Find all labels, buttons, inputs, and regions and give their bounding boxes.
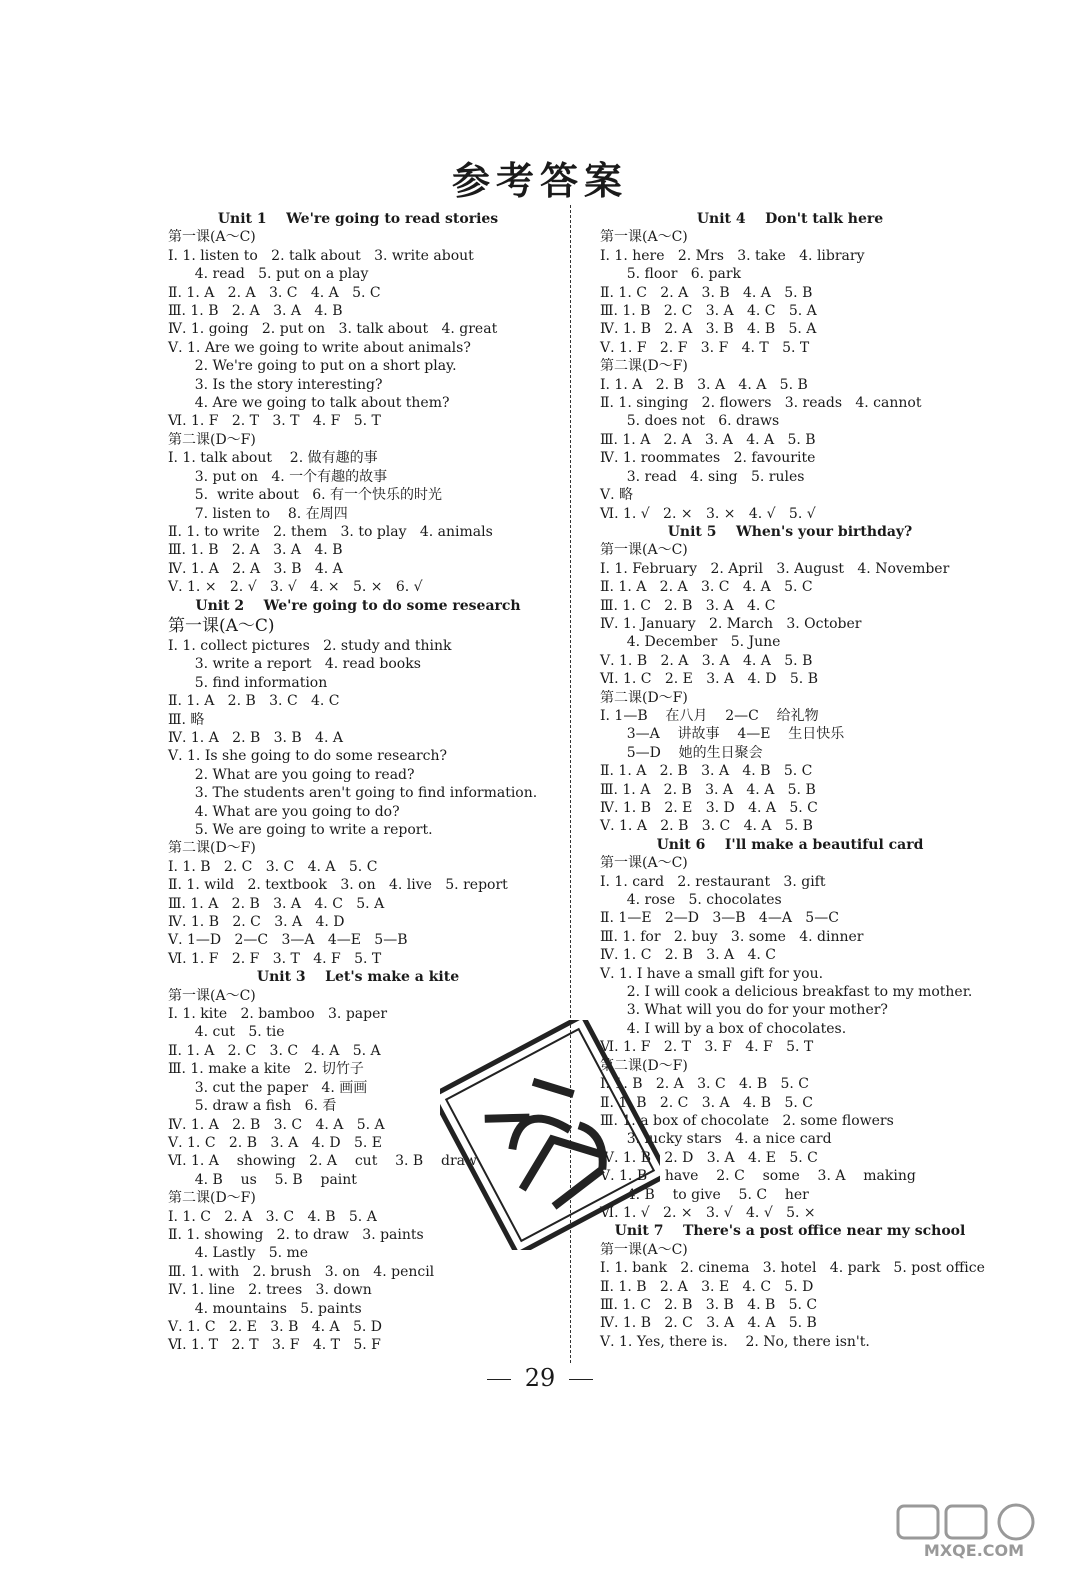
answer-line: 第一课(A～C) bbox=[600, 855, 688, 872]
answer-line: Ⅰ. 1. here 2. Mrs 3. take 4. library bbox=[600, 247, 865, 264]
answer-line: 第二课(D～F) bbox=[600, 358, 688, 375]
watermark-logo-icon bbox=[894, 1502, 1054, 1562]
answer-line: Ⅲ. 略 bbox=[168, 711, 205, 728]
unit-heading: Unit 2 We're going to do some research bbox=[195, 597, 521, 614]
answer-line: Ⅲ. 1. C 2. B 3. B 4. B 5. C bbox=[600, 1296, 818, 1313]
answer-line: Ⅰ. 1. bank 2. cinema 3. hotel 4. park 5. post office bbox=[600, 1260, 985, 1277]
svg-text:MXQE.COM: MXQE.COM bbox=[923, 1541, 1025, 1560]
answer-line: Ⅵ. 1. C 2. E 3. A 4. D 5. B bbox=[600, 671, 818, 688]
answer-line: Ⅵ. 1. √ 2. × 3. × 4. √ 5. √ bbox=[600, 505, 816, 522]
answer-line: Ⅴ. 1—D 2—C 3—A 4—E 5—B bbox=[168, 932, 408, 949]
answer-line: Ⅳ. 1. A 2. A 3. B 4. A bbox=[168, 560, 343, 577]
answer-line: Ⅰ. 1. talk about 2. 做有趣的事 bbox=[168, 450, 378, 467]
answer-line: 4. I will by a box of chocolates. bbox=[600, 1020, 847, 1037]
answer-line: Ⅳ. 1. C 2. B 3. A 4. C bbox=[600, 947, 776, 964]
answer-line: Ⅴ. 1. C 2. E 3. B 4. A 5. D bbox=[168, 1318, 383, 1335]
answer-line: Ⅳ. 1. A 2. B 3. B 4. A bbox=[168, 729, 343, 746]
answer-line: Ⅲ. 1. C 2. B 3. A 4. C bbox=[600, 597, 776, 614]
answer-line: Ⅱ. 1. A 2. B 3. C 4. C bbox=[168, 693, 340, 710]
answer-line: 4. Lastly 5. me bbox=[168, 1245, 309, 1262]
answer-line: Ⅴ. 1. B 2. A 3. A 4. A 5. B bbox=[600, 652, 813, 669]
answer-line: Ⅴ. 1. A 2. B 3. C 4. A 5. B bbox=[600, 818, 813, 835]
answer-line: Ⅵ. 1. F 2. T 3. F 4. F 5. T bbox=[600, 1039, 814, 1056]
answer-line: Ⅰ. 1—B 在八月 2—C 给礼物 bbox=[600, 707, 819, 724]
answer-line: Ⅵ. 1. F 2. T 3. T 4. F 5. T bbox=[168, 413, 381, 430]
answer-line: Ⅴ. 1. × 2. √ 3. √ 4. × 5. × 6. √ bbox=[168, 579, 423, 596]
answer-line: Ⅲ. 1. A 2. B 3. A 4. C 5. A bbox=[168, 895, 385, 912]
answer-line: 4. mountains 5. paints bbox=[168, 1300, 362, 1317]
answer-line: Ⅲ. 1. a box of chocolate 2. some flowers bbox=[600, 1112, 894, 1129]
answer-line: Ⅱ. 1—E 2—D 3—B 4—A 5—C bbox=[600, 910, 839, 927]
answer-line: Ⅰ. 1. listen to 2. talk about 3. write about bbox=[168, 247, 474, 264]
answer-line: Ⅳ. 1. B 2. D 3. A 4. E 5. C bbox=[600, 1149, 818, 1166]
answer-line: Ⅳ. 1. B 2. A 3. B 4. B 5. A bbox=[600, 321, 817, 338]
answer-line: Ⅳ. 1. going 2. put on 3. talk about 4. great bbox=[168, 321, 498, 338]
answer-line: 3. What will you do for your mother? bbox=[600, 1002, 888, 1019]
answer-line: Ⅰ. 1. collect pictures 2. study and think bbox=[168, 637, 452, 654]
answer-line: 5. does not 6. draws bbox=[600, 413, 780, 430]
answer-line: Ⅱ. 1. B 2. C 3. A 4. B 5. C bbox=[600, 1094, 813, 1111]
school-stamp-icon bbox=[440, 1020, 660, 1250]
answer-line: Ⅱ. 1. showing 2. to draw 3. paints bbox=[168, 1226, 424, 1243]
unit-heading: Unit 5 When's your birthday? bbox=[667, 523, 913, 540]
answer-line: 3. cut the paper 4. 画画 bbox=[168, 1079, 368, 1096]
answer-line: 4. cut 5. tie bbox=[168, 1024, 285, 1041]
answer-line: Ⅲ. 1. with 2. brush 3. on 4. pencil bbox=[168, 1263, 435, 1280]
answer-line: Ⅳ. 1. B 2. E 3. D 4. A 5. C bbox=[600, 800, 818, 816]
answer-line: 4. What are you going to do? bbox=[168, 803, 400, 820]
answer-line: Ⅰ. 1. February 2. April 3. August 4. November bbox=[600, 560, 950, 577]
answer-line: Ⅴ. 1. Are we going to write about animals? bbox=[168, 339, 471, 356]
answer-line: Ⅲ. 1. B 2. C 3. A 4. C 5. A bbox=[600, 303, 817, 320]
answer-line: Ⅳ. 1. January 2. March 3. October bbox=[600, 615, 862, 632]
answer-line: 3. lucky stars 4. a nice card bbox=[600, 1131, 832, 1148]
answer-line: 5. write about 6. 有一个快乐的时光 bbox=[168, 487, 443, 504]
answer-line: 5. floor 6. park bbox=[600, 266, 742, 283]
answer-line: Ⅲ. 1. for 2. buy 3. some 4. dinner bbox=[600, 928, 864, 945]
answer-line: 4. December 5. June bbox=[600, 634, 781, 651]
answer-line: Ⅳ. 1. A 2. B 3. C 4. A 5. A bbox=[168, 1116, 385, 1133]
answer-line: Ⅴ. 1. I have a small gift for you. bbox=[600, 965, 824, 982]
answer-line: Ⅵ. 1. √ 2. × 3. √ 4. √ 5. × bbox=[600, 1204, 816, 1221]
answer-line: Ⅰ. 1. kite 2. bamboo 3. paper bbox=[168, 1006, 388, 1023]
answer-line: Ⅱ. 1. A 2. C 3. C 4. A 5. A bbox=[168, 1042, 381, 1059]
answer-line: Ⅲ. 1. B 2. A 3. A 4. B bbox=[168, 303, 343, 320]
answer-line: 4. rose 5. chocolates bbox=[600, 892, 782, 909]
answer-line: 第二课(D～F) bbox=[600, 1057, 688, 1074]
answer-line: Ⅱ. 1. A 2. B 3. A 4. B 5. C bbox=[600, 763, 813, 780]
answer-line: Ⅵ. 1. T 2. T 3. F 4. T 5. F bbox=[168, 1337, 381, 1354]
answer-line: 3. The students aren't going to find information. bbox=[168, 785, 538, 802]
answer-line: 5. We are going to write a report. bbox=[168, 822, 433, 838]
answer-line: Ⅱ. 1. C 2. A 3. B 4. A 5. B bbox=[600, 284, 813, 301]
answer-line: 5—D 她的生日聚会 bbox=[600, 744, 763, 761]
unit-heading: Unit 6 I'll make a beautiful card bbox=[656, 836, 924, 853]
answer-line: Ⅱ. 1. B 2. A 3. E 4. C 5. D bbox=[600, 1278, 814, 1295]
answer-line: 7. listen to 8. 在周四 bbox=[168, 505, 348, 522]
answer-line: Ⅴ. 1. B have 2. C some 3. A making bbox=[600, 1168, 916, 1185]
answer-line: Ⅴ. 略 bbox=[600, 487, 634, 504]
answer-line: Ⅴ. 1. Yes, there is. 2. No, there isn't. bbox=[600, 1333, 870, 1350]
answer-line: 第二课(D～F) bbox=[168, 1190, 256, 1207]
answer-line: Ⅱ. 1. wild 2. textbook 3. on 4. live 5. report bbox=[168, 877, 508, 894]
answer-line: 3. read 4. sing 5. rules bbox=[600, 468, 805, 485]
answer-line: 第一课(A～C) bbox=[168, 987, 256, 1004]
answer-line: Ⅱ. 1. to write 2. them 3. to play 4. animals bbox=[168, 523, 493, 540]
unit-heading: Unit 3 Let's make a kite bbox=[256, 969, 460, 986]
answer-line: 第二课(D～F) bbox=[168, 431, 256, 448]
answer-line: 5. draw a fish 6. 看 bbox=[168, 1098, 337, 1115]
answer-line: Ⅲ. 1. A 2. B 3. A 4. A 5. B bbox=[600, 781, 816, 798]
answer-line: 2. What are you going to read? bbox=[168, 766, 415, 783]
answer-line: Ⅳ. 1. B 2. C 3. A 4. A 5. B bbox=[600, 1315, 817, 1332]
answer-line: Ⅳ. 1. B 2. C 3. A 4. D bbox=[168, 914, 345, 931]
answer-line: Ⅳ. 1. line 2. trees 3. down bbox=[168, 1282, 372, 1299]
answer-line: 2. I will cook a delicious breakfast to my mother. bbox=[600, 984, 973, 1001]
answer-line: Ⅰ. 1. C 2. A 3. C 4. B 5. A bbox=[168, 1208, 377, 1225]
answer-line: Ⅰ. 1. card 2. restaurant 3. gift bbox=[600, 873, 826, 890]
answer-line: 第二课(D～F) bbox=[600, 689, 688, 706]
answer-line: 第一课(A～C) bbox=[168, 615, 275, 636]
answer-line: Ⅲ. 1. A 2. A 3. A 4. A 5. B bbox=[600, 431, 816, 448]
answer-line: 3. write a report 4. read books bbox=[168, 656, 421, 673]
answer-line: 3. Is the story interesting? bbox=[168, 376, 383, 393]
answer-line: Ⅰ. 1. B 2. C 3. C 4. A 5. C bbox=[168, 858, 378, 875]
answer-line: Ⅴ. 1. F 2. F 3. F 4. T 5. T bbox=[600, 339, 810, 356]
answer-line: Ⅲ. 1. B 2. A 3. A 4. B bbox=[168, 542, 343, 559]
answer-line: Ⅰ. 1. A 2. B 3. A 4. A 5. B bbox=[600, 376, 808, 393]
answer-line: 4. Are we going to talk about them? bbox=[168, 395, 450, 412]
answer-line: 4. B to give 5. C her bbox=[600, 1186, 809, 1203]
answer-line: 4. B us 5. B paint bbox=[168, 1171, 357, 1188]
page-number: 29 bbox=[0, 1364, 1080, 1392]
answer-line: Ⅴ. 1. Is she going to do some research? bbox=[168, 748, 448, 765]
answer-line: Ⅳ. 1. roommates 2. favourite bbox=[600, 450, 816, 467]
answer-line: 3. put on 4. 一个有趣的故事 bbox=[168, 468, 388, 485]
answer-line: 5. find information bbox=[168, 674, 328, 691]
answer-line: Ⅵ. 1. F 2. F 3. T 4. F 5. T bbox=[168, 950, 382, 967]
answer-line: 第一课(A～C) bbox=[168, 229, 256, 246]
unit-heading: Unit 4 Don't talk here bbox=[696, 211, 884, 227]
answer-line: Ⅴ. 1. C 2. B 3. A 4. D 5. E bbox=[168, 1134, 383, 1151]
unit-heading: Unit 7 There's a post office near my school bbox=[614, 1223, 966, 1240]
answer-line: 第一课(A～C) bbox=[600, 1241, 688, 1258]
answer-line: 第二课(D～F) bbox=[168, 840, 256, 857]
answer-line: 2. We're going to put on a short play. bbox=[168, 358, 457, 375]
answer-line: 第一课(A～C) bbox=[600, 542, 688, 559]
answer-line: 3—A 讲故事 4—E 生日快乐 bbox=[600, 726, 845, 743]
answer-line: Ⅱ. 1. A 2. A 3. C 4. A 5. C bbox=[600, 579, 813, 596]
answer-line: 第一课(A～C) bbox=[600, 229, 688, 246]
answer-line: Ⅱ. 1. singing 2. flowers 3. reads 4. cannot bbox=[600, 395, 922, 412]
answer-line: 4. read 5. put on a play bbox=[168, 266, 369, 283]
answer-line: Ⅰ. 1. B 2. A 3. C 4. B 5. C bbox=[600, 1076, 809, 1093]
unit-heading: Unit 1 We're going to read stories bbox=[217, 211, 499, 227]
answer-line: Ⅵ. 1. A showing 2. A cut 3. B draw bbox=[168, 1153, 478, 1170]
answer-line: Ⅱ. 1. A 2. A 3. C 4. A 5. C bbox=[168, 284, 381, 301]
page-title: 参考答案 bbox=[451, 159, 628, 203]
answer-line: Ⅲ. 1. make a kite 2. 切竹子 bbox=[168, 1061, 364, 1078]
